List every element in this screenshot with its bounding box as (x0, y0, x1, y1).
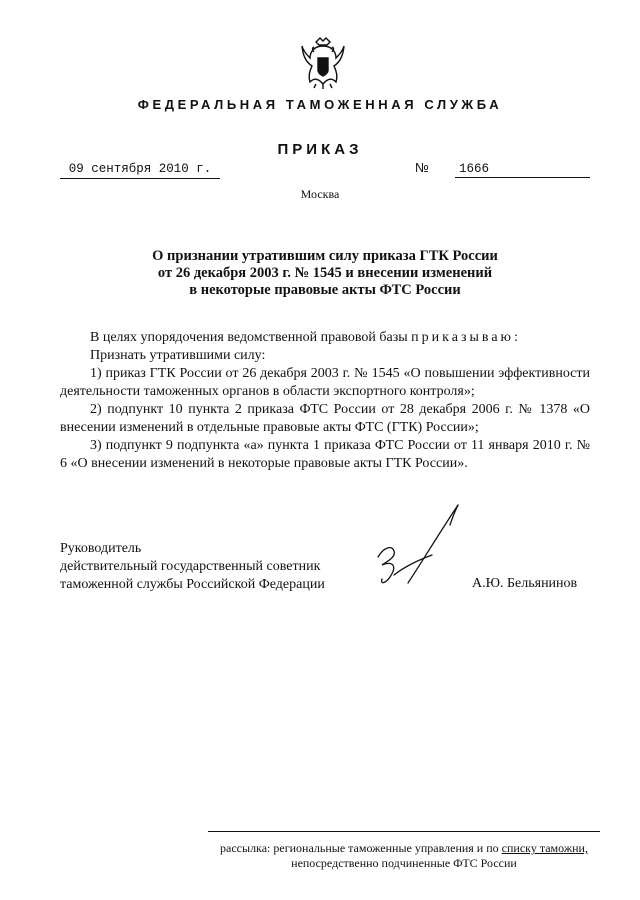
item-3: 3) подпункт 9 подпункта «а» пункта 1 приказа ФТС России от 11 января 2010 г. № 6 «О внесении изменений в некоторые правовые акты ГТК России». (60, 438, 590, 471)
coat-of-arms-icon (300, 36, 346, 90)
intro-text: В целях упорядочения ведомственной правовой базы (90, 330, 408, 345)
signer-name: А.Ю. Бельянинов (472, 576, 578, 591)
recognize-paragraph: Признать утратившими силу: (90, 348, 266, 363)
item-1: 1) приказ ГТК России от 26 декабря 2003 г. № 1545 «О повышении эффективности деятельности таможенных органов в области экспортного контроля»; (60, 366, 590, 399)
distribution-line-2: непосредственно подчиненные ФТС России (291, 856, 517, 870)
order-number: 1666 (455, 162, 590, 178)
distribution-note (208, 841, 600, 871)
title-line-1: О признании утратившим силу приказа ГТК России (152, 248, 498, 264)
distribution-line-1 (208, 841, 600, 856)
signer-position-1: Руководитель (60, 541, 142, 556)
number-sign: № (415, 160, 429, 175)
order-title (60, 248, 590, 299)
footer-divider (208, 831, 600, 832)
agency-name: ФЕДЕРАЛЬНАЯ ТАМОЖЕННАЯ СЛУЖБА (137, 97, 503, 112)
order-date: 09 сентября 2010 г. (60, 162, 220, 179)
order-number-block (415, 160, 590, 180)
signer-position-2: действительный государственный советник (60, 559, 321, 574)
signer-block (60, 540, 360, 594)
order-word: приказываю: (411, 330, 521, 345)
distribution-prefix: рассылка: региональные таможенные управления и по (220, 841, 502, 855)
distribution-link: списку таможни, (501, 841, 588, 855)
document-type: ПРИКАЗ (277, 141, 363, 158)
item-2: 2) подпункт 10 пункта 2 приказа ФТС России от 28 декабря 2006 г. № 1378 «О внесении изменений в отдельные правовые акты ФТС (ГТК) России»; (60, 402, 590, 435)
title-line-2: от 26 декабря 2003 г. № 1545 и внесении изменений (157, 265, 493, 281)
title-line-3: в некоторые правовые акты ФТС России (189, 282, 461, 298)
handwritten-signature (360, 495, 480, 595)
order-body (60, 329, 590, 473)
city: Москва (300, 187, 340, 201)
intro-paragraph (60, 329, 590, 347)
signer-position-3: таможенной службы Российской Федерации (60, 577, 325, 592)
